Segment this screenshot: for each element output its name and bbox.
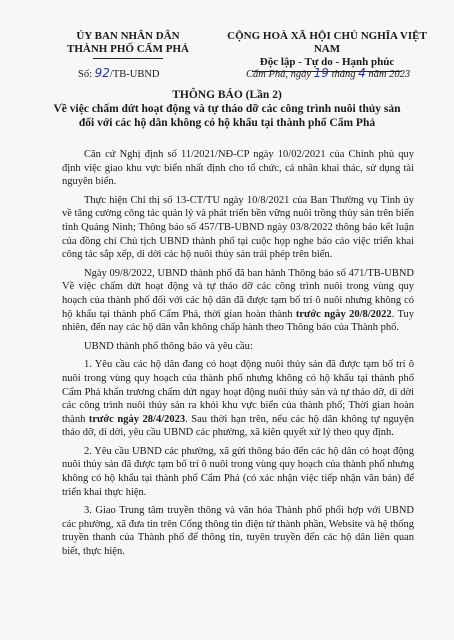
doc-number-suffix: /TB-UBND bbox=[109, 69, 160, 80]
doc-number-prefix: Số: bbox=[78, 69, 93, 80]
place-date bbox=[246, 66, 410, 80]
issuing-agency bbox=[48, 30, 208, 59]
deadline-2023: trước ngày 28/4/2023 bbox=[88, 413, 186, 425]
paragraph-directive: Thực hiện Chỉ thị số 13-CT/TU ngày 10/8/2021 của Ban Thường vụ Tỉnh ủy về tăng cường công tác quản lý và phát triển bền vững nuôi trồng thủy sản trên biển tỉnh Quảng Ninh; Thông báo số 457/TB-UBND ngày 03/8/2022 thông báo kết luận của đồng chí Chủ tịch UBND thành phố tại cuộc họp nghe báo cáo việc triển khai công tác sắp xếp, di dời các hộ nuôi thủy sản trái phép trên biển. bbox=[62, 194, 414, 261]
paragraph-item-2: 2. Yêu cầu UBND các phường, xã gửi thông báo đến các hộ dân có hoạt động nuôi thủy sản đã được tạm bố trí ô nuôi trong vùng quy hoạch của thành phố nhưng không có hộ khẩu tại thành phố Cẩm Phả (có xác nhận việc tiếp nhận văn bản) để triển khai thực hiện. bbox=[62, 445, 414, 498]
motto-line2: Độc lập - Tự do - Hạnh phúc bbox=[259, 56, 395, 68]
paragraph-request-intro: UBND thành phố thông báo và yêu cầu: bbox=[84, 340, 253, 352]
agency-line1: ỦY BAN NHÂN DÂN bbox=[76, 30, 180, 42]
motto-line1: CỘNG HOÀ XÃ HỘI CHỦ NGHĨA VIỆT NAM bbox=[227, 30, 427, 55]
date-day-handwritten: 19 bbox=[313, 66, 329, 80]
paragraph-legal-basis: Căn cứ Nghị định số 11/2021/NĐ-CP ngày 10/02/2021 của Chính phủ quy định việc giao khu vực biển nhất định cho tổ chức, cá nhân khai thác, sử dụng tài nguyên biển. bbox=[62, 149, 414, 188]
paragraph-item-1: 1. Yêu cầu các hộ dân đang có hoạt động nuôi thủy sản đã được tạm bố trí ô nuôi trong vùng quy hoạch của thành phố nhưng không có hộ khẩu tại thành phố Cẩm Phả khẩn trương chấm dứt ngay hoạt động nuôi thủy sản và tự tháo dỡ, di dời các công trình nuôi thủy sản ra khỏi khu vực biển của thành phố; Thời gian hoàn thành trước ngày 28/4/2023. Sau thời hạn trên, nếu các hộ dân không tự nguyện tháo dỡ, di dời, yêu cầu UBND các phường, xã kiên quyết xử lý theo quy định. bbox=[62, 359, 414, 439]
deadline-2022: trước ngày 20/8/2022 bbox=[295, 308, 392, 320]
doc-number-handwritten: 92 bbox=[94, 66, 110, 80]
agency-underline bbox=[93, 58, 163, 59]
paragraph-item-3: 3. Giao Trung tâm truyền thông và văn hóa Thành phố phối hợp với UBND các phường, xã đưa tin trên Cổng thông tin điện tử thành phần, Website và hệ thống truyền thanh của Thành phố để thông tin, tuyên truyền đến các hộ dân liên quan biết, thực hiện. bbox=[62, 505, 414, 558]
document-number bbox=[78, 66, 160, 80]
agency-line2: THÀNH PHỐ CẨM PHẢ bbox=[67, 43, 189, 55]
title-line3: đối với các hộ dân không có hộ khẩu tại thành phố Cẩm Phả bbox=[78, 117, 376, 129]
date-month-handwritten: 4 bbox=[358, 66, 366, 80]
paragraph-previous-notice: Ngày 09/8/2022, UBND thành phố đã ban hành Thông báo số 471/TB-UBND Về việc chấm dứt hoạt động và tự tháo dỡ các công trình nuôi trong vùng quy hoạch của thành phố đối với các hộ dân đã được tạm bố trí ô nuôi nhưng không có hộ khẩu tại thành phố Cẩm Phả, thời gian hoàn thành trước ngày 20/8/2022. Tuy nhiên, đến nay các hộ dân vẫn không chấp hành theo Thông báo của Thành phố. bbox=[62, 267, 414, 334]
document-title bbox=[0, 88, 454, 130]
date-mid: tháng bbox=[331, 69, 356, 80]
document-body bbox=[62, 148, 414, 564]
date-prefix: Cẩm Phả, ngày bbox=[246, 69, 312, 80]
title-line1: THÔNG BÁO (Lần 2) bbox=[172, 89, 282, 101]
title-line2: Về việc chấm dứt hoạt động và tự tháo dỡ các công trình nuôi thủy sản bbox=[53, 103, 401, 115]
date-suffix: năm 2023 bbox=[368, 69, 411, 80]
